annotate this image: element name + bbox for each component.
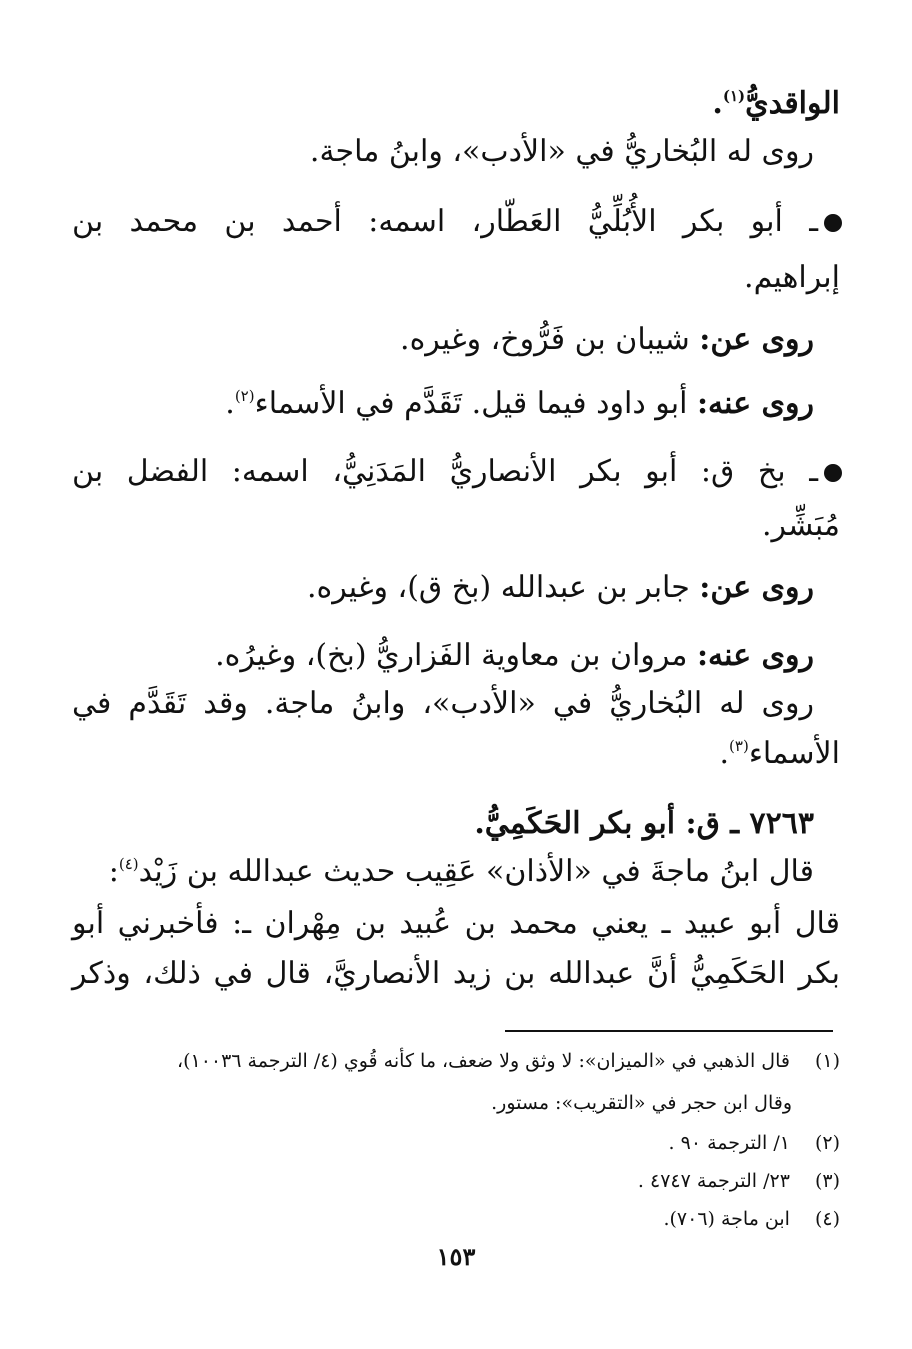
body-line-16: بكر الحَكَمِيُّ أنَّ عبدالله بن زيد الأنصاريَّ، قال في ذلك، وذكر [72,956,840,991]
footnote-number: (٤) [814,1208,840,1230]
narrator-entry-abu-bakr-al-ubulli: ـ أبو بكر الأُبُلِّيُّ العَطّار، اسمه: أحمد بن محمد بن [72,202,842,242]
footnote-number: (١) [814,1050,840,1072]
footnote-ref-4[interactable]: (٤) [118,855,139,873]
footnote-1-continuation: وقال ابن حجر في «التقريب»: مستور. [491,1092,792,1114]
footnote-1: (١) قال الذهبي في «الميزان»: لا وثق ولا ضعف، ما كأنه قُوي (٤/ الترجمة ١٠٠٣٦)، [176,1050,840,1072]
footnote-ref-1[interactable]: (١) [722,87,746,105]
narrated-by-label: روى عنه: [696,638,814,673]
footnote-2: (٢) ١/ الترجمة ٩٠ . [668,1132,840,1154]
bullet-icon [824,214,842,232]
body-line-14: قال ابنُ ماجةَ في «الأذان» عَقِيب حديث عبدالله بن زَيْد$^{(٤)}$: [108,854,814,889]
narrator-entry-abu-bakr-al-ansari: ـ بخ ق: أبو بكر الأنصاريُّ المَدَنِيُّ، اسمه: الفضل بن [72,452,842,492]
body-line-12: الأسماء$^{(٣)}$. [719,736,840,771]
narrated-by-line-2: روى عنه: مروان بن معاوية الفَزاريُّ (بخ)، وغيرُه. [215,638,814,673]
narrated-from-line-2: روى عن: جابر بن عبدالله (بخ ق)، وغيره. [306,570,814,605]
page-number: ١٥٣ [436,1242,476,1271]
narrated-from-label: روى عن: [699,570,814,605]
narrated-from-line-1: روى عن: شيبان بن فَرُّوخ، وغيره. [400,322,814,357]
body-line-15: قال أبو عبيد ـ يعني محمد بن عُبيد بن مِهْران ـ: فأخبرني أبو [72,906,840,941]
body-line-1: الواقديُّ$^{(١)}$. [712,86,840,121]
footnote-4: (٤) ابن ماجة (٧٠٦). [663,1208,840,1230]
footnote-number: (٢) [814,1132,840,1154]
footnote-ref-3[interactable]: (٣) [729,737,749,755]
narrated-by-label: روى عنه: [696,386,814,421]
body-line-8: مُبَشِّر. [762,508,840,543]
narrated-by-line-1: روى عنه: أبو داود فيما قيل. تَقَدَّم في الأسماء$^{(٢)}$. [225,386,814,421]
body-line-2: روى له البُخاريُّ في «الأدب»، وابنُ ماجة. [309,134,814,169]
body-line-4: إبراهيم. [744,260,840,295]
bullet-icon [824,464,842,482]
entry-heading: ٧٢٦٣ ـ ق: أبو بكر الحَكَمِيُّ. [474,806,814,841]
narrated-from-label: روى عن: [699,322,814,357]
footnote-3: (٣) ٢٣/ الترجمة ٤٧٤٧ . [637,1170,840,1192]
footnote-divider [505,1030,833,1032]
footnote-ref-2[interactable]: (٢) [234,387,255,405]
footnote-number: (٣) [814,1170,840,1192]
body-line-11: روى له البُخاريُّ في «الأدب»، وابنُ ماجة. وقد تَقَدَّم في [72,686,814,721]
